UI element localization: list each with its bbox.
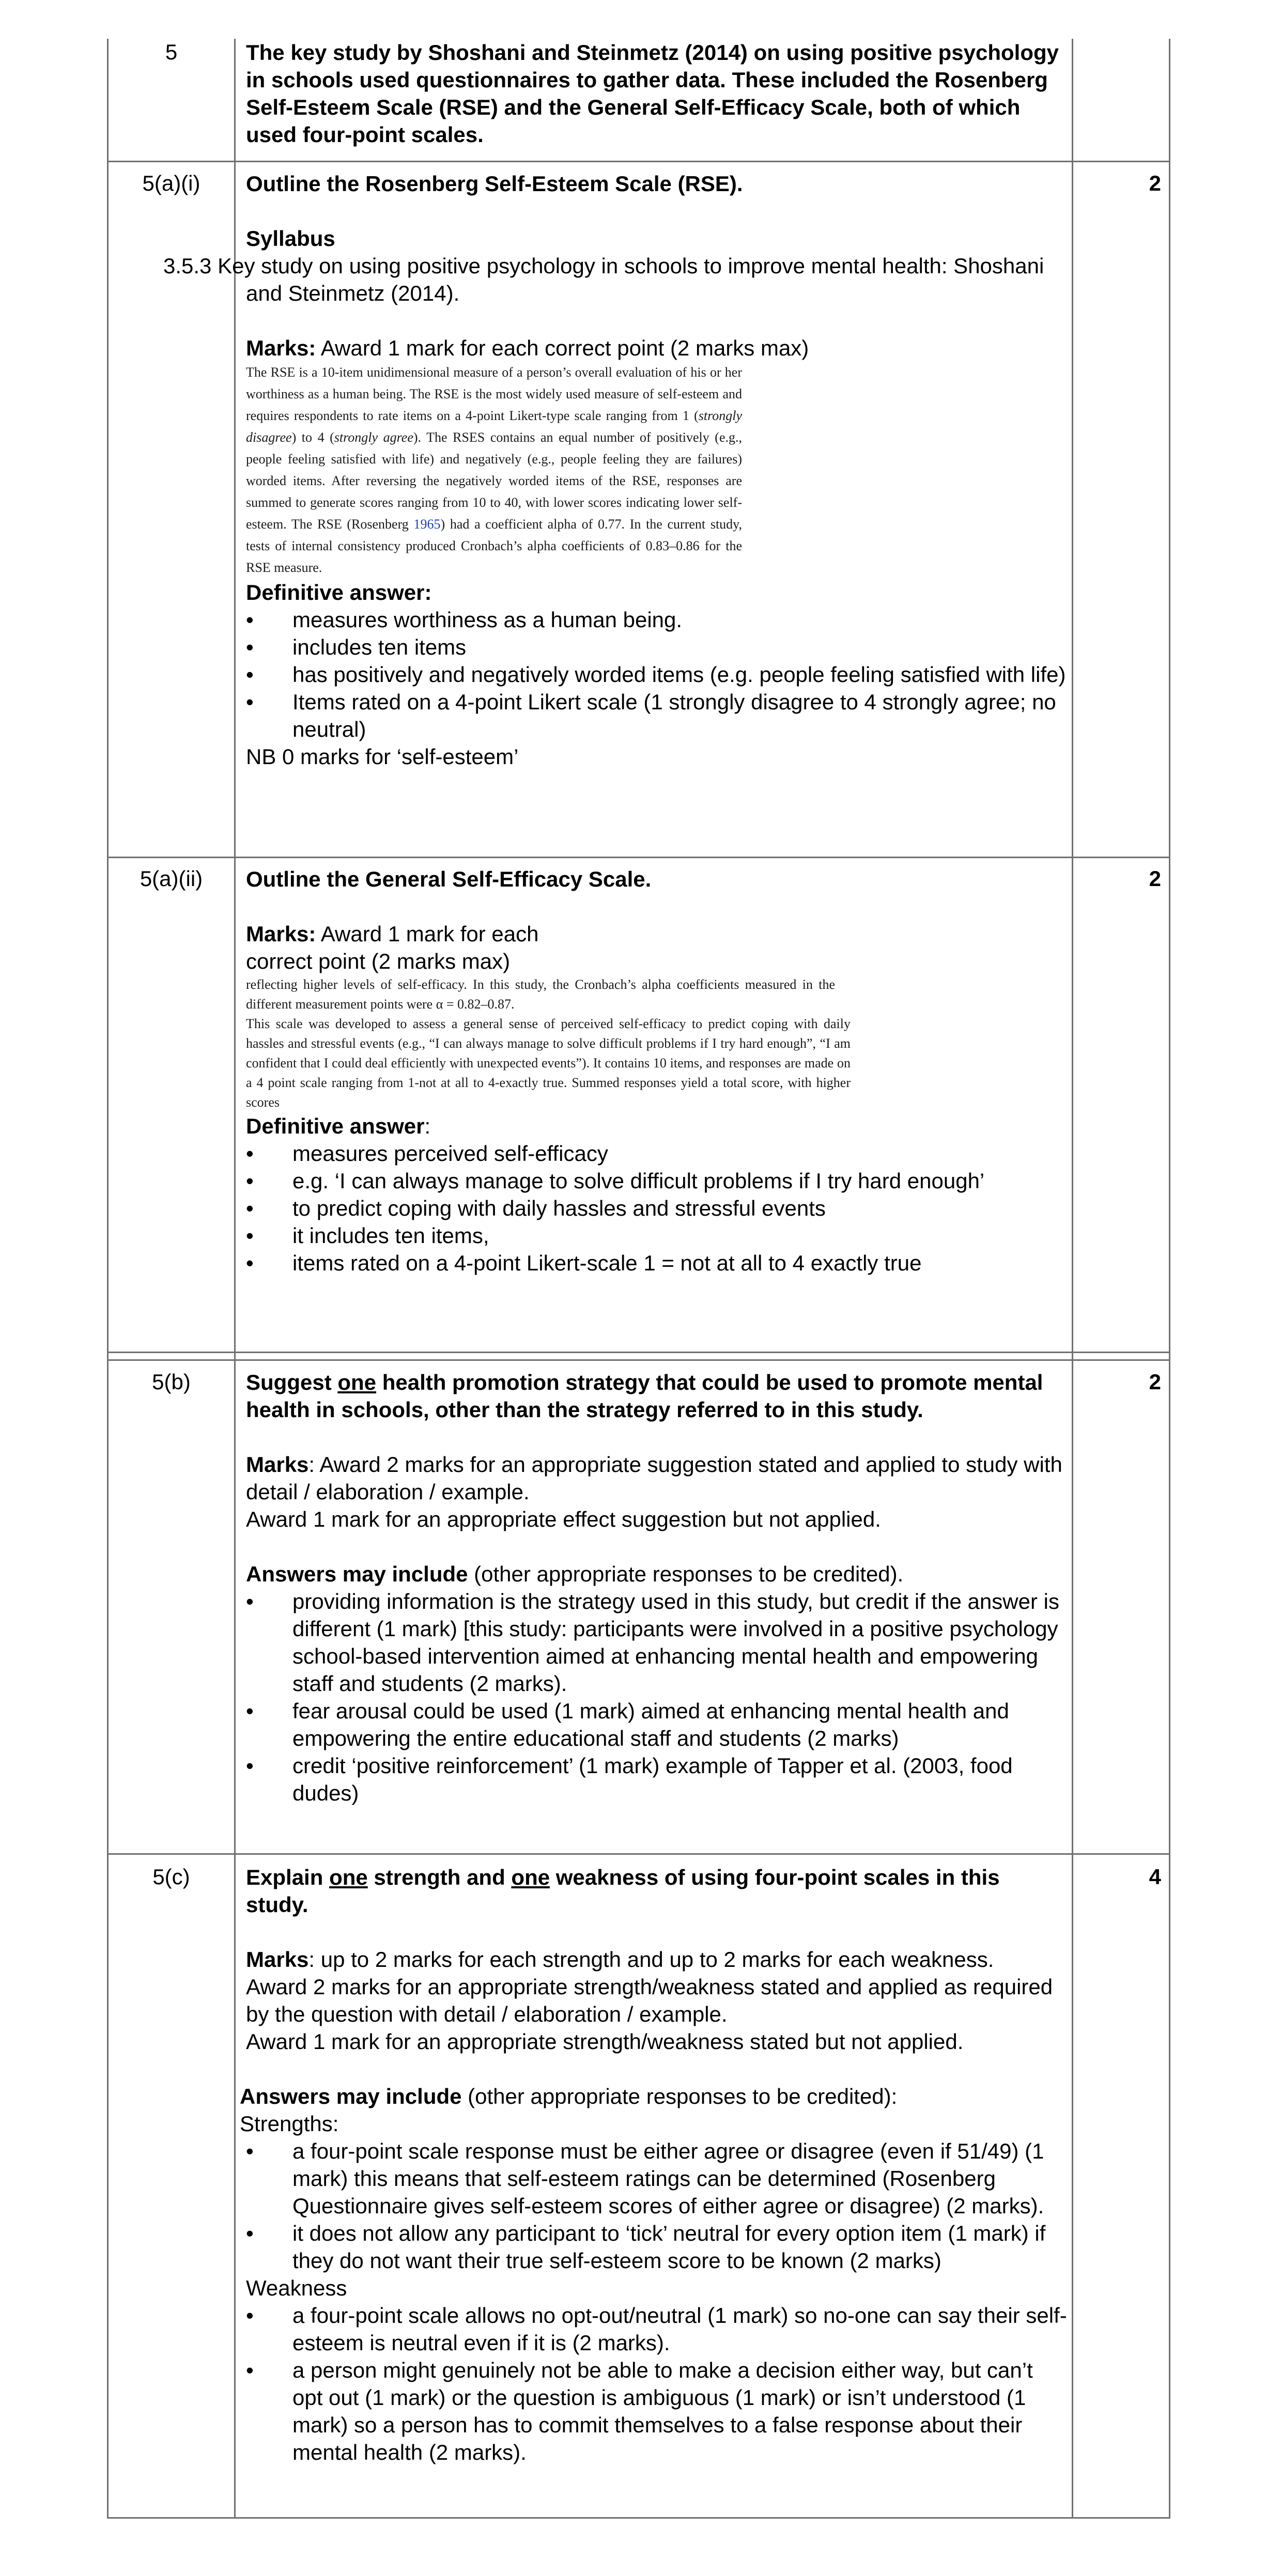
row-divider (107, 161, 1170, 162)
list-item: • includes ten items (246, 633, 1068, 661)
table-border-right (1169, 39, 1170, 2519)
list-item: • to predict coping with daily hassles and stressful events (246, 1194, 1068, 1222)
question-cell (240, 1864, 1068, 2466)
question-cell (246, 1369, 1068, 1807)
definitive-answer-label: Definitive answer: (246, 580, 432, 604)
answers-note: (other appropriate responses to be credited). (468, 1562, 904, 1586)
question-text-part: health promotion strategy that could be used to promote mental health in schools, other than the strategy referred to in this study. (246, 1370, 1043, 1422)
list-item: • a four-point scale allows no opt-out/neutral (1 mark) so no-one can say their self-esteem is neutral even if it is (2 marks). (246, 2302, 1068, 2356)
marks-value: 2 (1149, 1370, 1161, 1394)
column-divider-1 (234, 39, 236, 2519)
question-text-part: weakness of using four-point scales in this study. (246, 1865, 1000, 1917)
question-number: 5(b) (152, 1370, 191, 1394)
excerpt-emphasis: strongly agree (334, 430, 413, 445)
strengths-label: Strengths: (240, 2112, 339, 2136)
question-text-part: strength and (367, 1865, 512, 1889)
list-item: • items rated on a 4-point Likert-scale 1 = not at all to 4 exactly true (246, 1249, 1068, 1277)
source-excerpt: This scale was developed to assess a general sense of perceived self-efficacy to predict coping with daily hassles and stressful events (e.g., “I can always manage to solve difficult problems if I try hard enough”, “I am confident that I could deal efficiently with unexpected events”). It contains 10 items, and responses are made on a 4 point scale ranging from 1-not at all to 4-exactly true. Summed responses yield a total score, with higher scores (246, 1016, 851, 1110)
excerpt-text: ) to 4 ( (291, 430, 334, 445)
stem-text: The key study by Shoshani and Steinmetz (2014) on using positive psychology in schools used questionnaires to gather data. These included the Rosenberg Self-Esteem Scale (RSE) and the General Self-Efficacy Scale, both of which used four-point scales. (246, 40, 1059, 147)
answers-label: Answers may include (246, 1562, 468, 1586)
underlined-word: one (337, 1370, 377, 1394)
list-item: • it includes ten items, (246, 1222, 1068, 1249)
answer-list (246, 1588, 1068, 1807)
list-item: • measures worthiness as a human being. (246, 606, 1068, 633)
weaknesses-list (246, 2302, 1068, 2466)
list-item: • credit ‘positive reinforcement’ (1 mark) example of Tapper et al. (2003, food dudes) (246, 1752, 1068, 1807)
table-border-bottom (107, 2517, 1170, 2519)
excerpt-text: ). The RSES contains an equal number of positively (e.g., people feeling satisfied with life) and negatively (e.g., people feeling they are failures) worded items. After reversing the negatively worded items of the RSE, responses are summed to generate scores ranging from 10 to 40, with lower scores indicating lower self-esteem. The RSE (Rosenberg (246, 430, 743, 532)
marks-label: Marks (246, 1452, 309, 1477)
label-colon: : (424, 1114, 431, 1138)
definitive-answer-heading (246, 1112, 1068, 1140)
column-divider-2 (1072, 39, 1073, 2519)
question-stem (246, 39, 1068, 148)
question-number: 5(a)(ii) (140, 866, 203, 891)
marks-value: 4 (1149, 1865, 1161, 1889)
underlined-word: one (511, 1865, 550, 1889)
question-text-part: Explain (246, 1865, 330, 1889)
list-item: • has positively and negatively worded items (e.g. people feeling satisfied with life) (246, 661, 1068, 688)
citation-link: 1965 (413, 517, 441, 532)
answer-list (246, 1140, 1068, 1277)
marks-text-line: Award 1 mark for an appropriate effect suggestion but not applied. (246, 1507, 881, 1531)
marks-label: Marks (246, 1947, 309, 1972)
excerpt-text: ) had a coefficient alpha of 0.77. In the current study, tests of internal consistency produced Cronbach’s alpha coefficients of 0.83–0.86 for the RSE measure. (246, 517, 742, 575)
answer-list (246, 606, 1068, 743)
syllabus-label: Syllabus (246, 226, 335, 251)
list-item: • providing information is the strategy used in this study, but credit if the answer is different (1 mark) [this study: participants were involved in a positive psychology school-based intervention aimed at enhancing mental health and empowering staff and students (2 marks). (246, 1588, 1068, 1697)
question-text (246, 1369, 1068, 1423)
answers-note: (other appropriate responses to be credited): (461, 2084, 898, 2108)
list-item: • fear arousal could be used (1 mark) aimed at enhancing mental health and empowering the entire educational staff and students (2 marks) (246, 1697, 1068, 1752)
marks-guidance (246, 334, 1068, 362)
excerpt-emphasis: strongly disagree (246, 408, 742, 445)
mark-scheme-table (107, 39, 1170, 2519)
list-item: • Items rated on a 4-point Likert scale (1 strongly disagree to 4 strongly agree; no neutral) (246, 688, 1068, 743)
marks-guidance (246, 1946, 1068, 1973)
marks-label: Marks: (246, 922, 316, 946)
list-item: • measures perceived self-efficacy (246, 1140, 1068, 1167)
marks-text: Award 1 mark for each (320, 922, 539, 946)
question-text (246, 1864, 1068, 1918)
marks-text-line: correct point (2 marks max) (246, 949, 511, 973)
marks-text: : Award 2 marks for an appropriate suggestion stated and applied to study with detail / elaboration / example. (246, 1452, 1062, 1504)
row-divider (107, 1352, 1170, 1353)
row-divider (107, 857, 1170, 858)
strengths-list (246, 2137, 1068, 2274)
question-cell (246, 865, 1068, 1277)
marks-value: 2 (1149, 866, 1161, 891)
marks-value: 2 (1149, 171, 1161, 195)
marks-guidance (246, 1451, 1068, 1506)
list-item: • it does not allow any participant to ‘tick’ neutral for every option item (1 mark) if they do not want their true self-esteem score to be known (2 marks) (246, 2220, 1068, 2274)
list-item: • a person might genuinely not be able to make a decision either way, but can’t opt out (1 mark) or the question is ambiguous (1 mark) or isn’t understood (1 mark) so a person has to commit themselves to a false response about their mental health (2 marks). (246, 2356, 1068, 2466)
answers-heading (246, 1560, 1068, 1588)
list-item: • a four-point scale response must be either agree or disagree (even if 51/49) (1 mark) this means that self-esteem ratings can be determined (Rosenberg Questionnaire gives self-esteem scores of either agree or disagree) (2 marks). (246, 2137, 1068, 2220)
question-text-part: Suggest (246, 1370, 338, 1394)
excerpt-text: The RSE is a 10-item unidimensional measure of a person’s overall evaluation of his or her worthiness as a human being. The RSE is the most widely used measure of self-esteem and requires respondents to rate items on a 4-point Likert-type scale ranging from 1 ( (246, 365, 742, 423)
syllabus-text: 3.5.3 Key study on using positive psychology in schools to improve mental health: Shoshani and Steinmetz (2014). (163, 254, 1044, 305)
row-divider (107, 1359, 1170, 1361)
table-border-left (107, 39, 109, 2519)
source-excerpt: reflecting higher levels of self-efficacy. In this study, the Cronbach’s alpha coefficients measured in the different measurement points were α = 0.82–0.87. (246, 977, 835, 1012)
marks-text-line: Award 2 marks for an appropriate strength/weakness stated and applied as required by the question with detail / elaboration / example. (246, 1975, 1053, 2026)
weakness-label: Weakness (246, 2276, 347, 2300)
source-excerpt (246, 362, 742, 579)
marks-label: Marks: (246, 336, 316, 360)
note-text: NB 0 marks for ‘self-esteem’ (246, 744, 519, 769)
marks-guidance (246, 920, 1068, 948)
underlined-word: one (329, 1865, 368, 1889)
question-number: 5(a)(i) (142, 171, 200, 195)
question-number: 5 (165, 40, 178, 64)
answers-heading (240, 2083, 1068, 2110)
list-item: • e.g. ‘I can always manage to solve difficult problems if I try hard enough’ (246, 1167, 1068, 1194)
question-text: Outline the Rosenberg Self-Esteem Scale (RSE). (246, 172, 743, 196)
definitive-answer-label: Definitive answer (246, 1114, 425, 1138)
question-text: Outline the General Self-Efficacy Scale. (246, 867, 652, 891)
row-divider (107, 1853, 1170, 1855)
syllabus-ref (163, 225, 1068, 307)
marks-text-line: Award 1 mark for an appropriate strength/weakness stated but not applied. (246, 2029, 964, 2054)
marks-text: : up to 2 marks for each strength and up to 2 marks for each weakness. (308, 1947, 994, 1972)
answers-label: Answers may include (240, 2084, 462, 2108)
marks-text: Award 1 mark for each correct point (2 marks max) (320, 336, 809, 360)
question-number: 5(c) (152, 1865, 190, 1889)
